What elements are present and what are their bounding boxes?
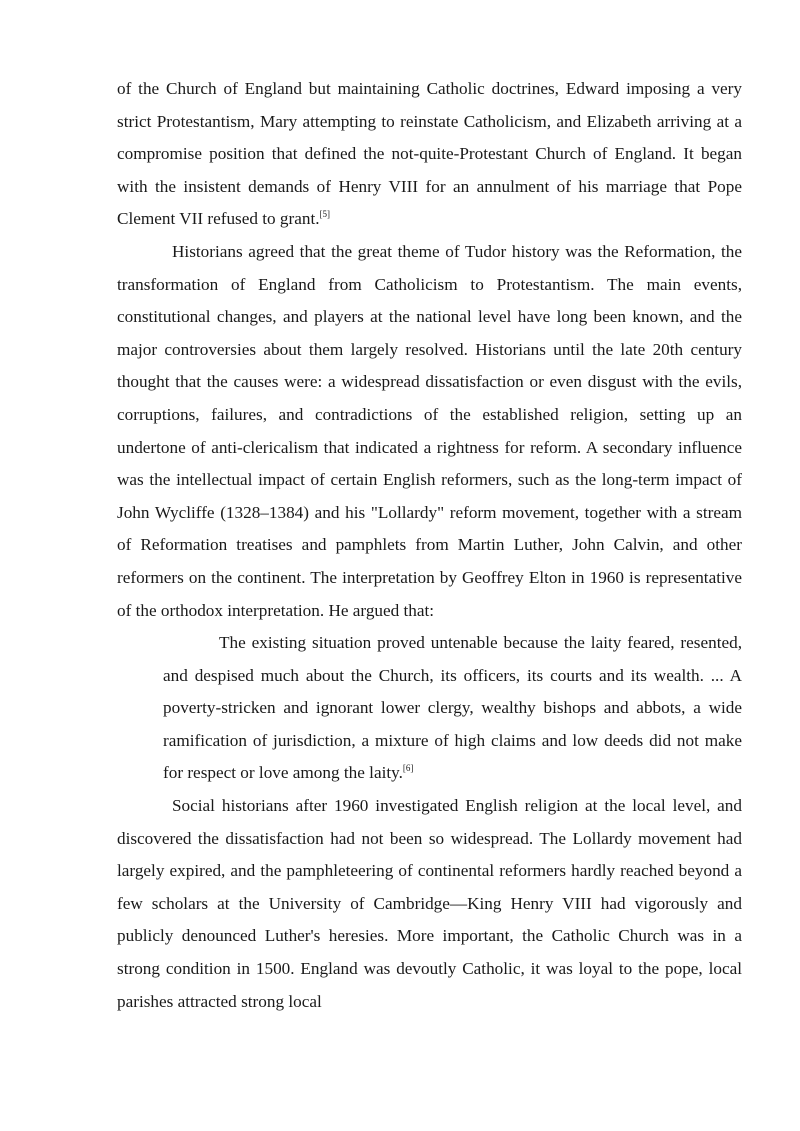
document-page — [117, 73, 742, 1018]
paragraph-continuation — [117, 73, 742, 236]
paragraph-historians: Historians agreed that the great theme of Tudor history was the Reformation, the transformation of England from Catholicism to Protestantism. The main events, constitutional changes, and players at the national level have long been known, and the major controversies about them largely resolved. Historians until the late 20th century thought that the causes were: a widespread dissatisfaction or even disgust with the evils, corruptions, failures, and contradictions of the established religion, setting up an undertone of anti-clericalism that indicated a rightness for reform. A secondary influence was the intellectual impact of certain English reformers, such as the long-term impact of John Wycliffe (1328–1384) and his "Lollardy" reform movement, together with a stream of Reformation treatises and pamphlets from Martin Luther, John Calvin, and other reformers on the continent. The interpretation by Geoffrey Elton in 1960 is representative of the orthodox interpretation. He argued that: — [117, 241, 742, 620]
footnote-reference[interactable]: [6] — [402, 763, 414, 774]
quote-text: The existing situation proved untenable because the laity feared, resented, and despised much about the Church, its officers, its courts and its wealth. ... A poverty-stricken and ignorant lower clergy, wealthy bishops and abbots, a wide ramification of jurisdiction, a mixture of high claims and low deeds did not make for respect or love among the laity. — [163, 633, 742, 783]
block-quote — [163, 627, 742, 790]
paragraph-social-historians: Social historians after 1960 investigated English religion at the local level, and discovered the dissatisfaction had not been so widespread. The Lollardy movement had largely expired, and the pamphleteering of continental reformers hardly reached beyond a few scholars at the University of Cambridge—King Henry VIII had vigorously and publicly denounced Luther's heresies. More important, the Catholic Church was in a strong condition in 1500. England was devoutly Catholic, it was loyal to the pope, local parishes attracted strong local — [117, 796, 742, 1011]
footnote-reference[interactable]: [5] — [319, 209, 331, 220]
paragraph-text: of the Church of England but maintaining Catholic doctrines, Edward imposing a very strict Protestantism, Mary attempting to reinstate Catholicism, and Elizabeth arriving at a compromise position that defined the not-quite-Protestant Church of England. It began with the insistent demands of Henry VIII for an annulment of his marriage that Pope Clement VII refused to grant. — [117, 79, 742, 229]
